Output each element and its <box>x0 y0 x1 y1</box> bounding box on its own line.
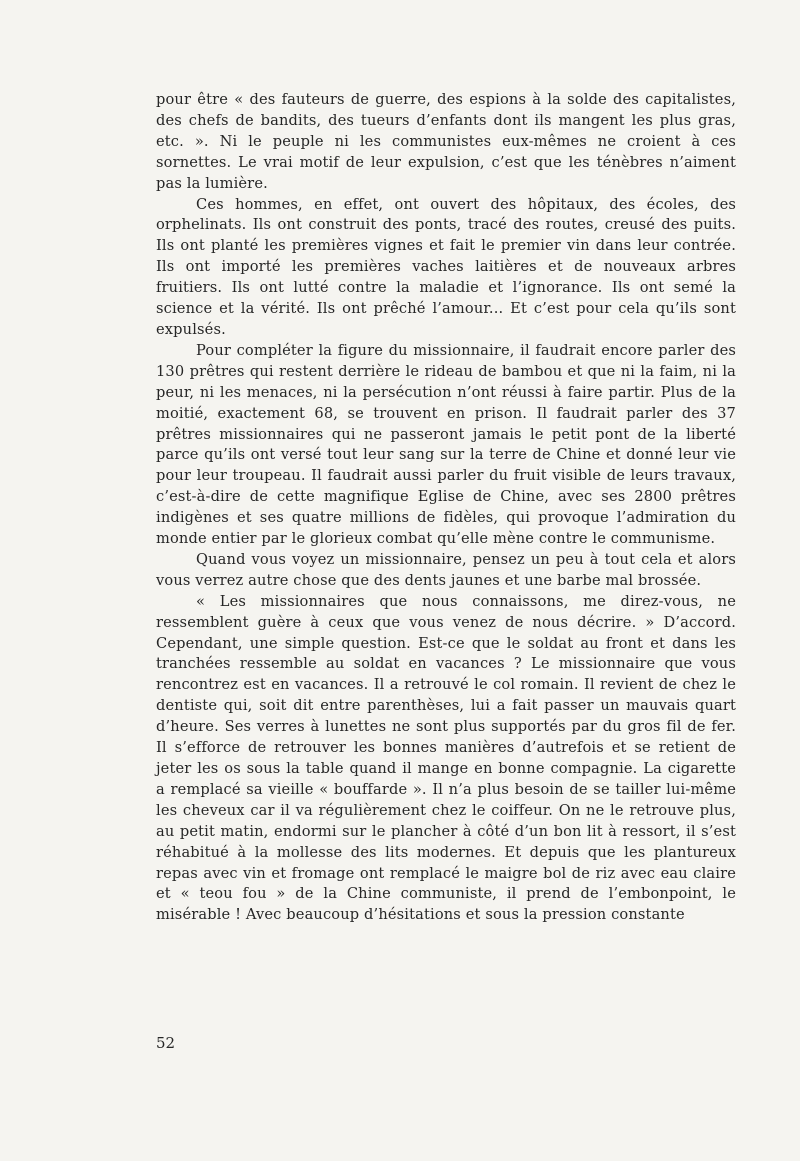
paragraph-1: pour être « des fauteurs de guerre, des espions à la solde des capitalistes, des chefs de bandits, des tueurs d’enfants dont ils mangent les plus gras, etc. ». Ni le peuple ni les communistes eux-mêmes ne croient à ces sornettes. Le vrai motif de leur expulsion, c’est que les ténèbres n’aiment pas la lumière. <box>156 91 736 192</box>
paragraph-4: Quand vous voyez un missionnaire, pensez un peu à tout cela et alors vous verrez autre chose que des dents jaunes et une barbe mal brossée. <box>156 550 736 589</box>
paragraph-3: Pour compléter la figure du missionnaire, il faudrait encore parler des 130 prêtres qui restent derrière le rideau de bambou et que ni la faim, ni la peur, ni les menaces, ni la persécution n’ont réussi à faire partir. Plus de la moitié, exactement 68, se trouvent en prison. Il faudrait parler des 37 prêtres missionnaires qui ne passeront jamais le petit pont de la liberté parce qu’ils ont versé tout leur sang sur la terre de Chine et donné leur vie pour leur troupeau. Il faudrait aussi parler du fruit visible de leurs travaux, c’est-à-dire de cette magnifique Eglise de Chine, avec ses 2800 prêtres indigènes et ses quatre millions de fidèles, qui provoque l’admiration du monde entier par le glorieux combat qu’elle mène contre le communisme. <box>156 341 736 548</box>
page-number: 52 <box>156 1034 176 1052</box>
body-text <box>156 90 736 926</box>
paragraph-5: « Les missionnaires que nous connaissons, me direz-vous, ne ressemblent guère à ceux que vous venez de nous décrire. » D’accord. Cependant, une simple question. Est-ce que le soldat au front et dans les tranchées ressemble au soldat en vacances ? Le missionnaire que vous rencontrez est en vacances. Il a retrouvé le col romain. Il revient de chez le dentiste qui, soit dit entre parenthèses, lui a fait passer un mauvais quart d’heure. Ses verres à lunettes ne sont plus supportés par du gros fil de fer. Il s’efforce de retrouver les bonnes manières d’autrefois et se retient de jeter les os sous la table quand il mange en bonne compagnie. La cigarette a remplacé sa vieille « bouffarde ». Il n’a plus besoin de se tailler lui-même les cheveux car il va régulièrement chez le coiffeur. On ne le retrouve plus, au petit matin, endormi sur le plancher à côté d’un bon lit à ressort, il s’est réhabitué à la mollesse des lits modernes. Et depuis que les plantureux repas avec vin et fromage ont remplacé le maigre bol de riz avec eau claire et « teou fou » de la Chine communiste, il prend de l’embonpoint, le misérable ! Avec beaucoup d’hésitations et sous la pression constante <box>156 592 736 924</box>
paragraph-2: Ces hommes, en effet, ont ouvert des hôpitaux, des écoles, des orphelinats. Ils ont construit des ponts, tracé des routes, creusé des puits. Ils ont planté les premières vignes et fait le premier vin dans leur contrée. Ils ont importé les premières vaches laitières et de nouveaux arbres fruitiers. Ils ont lutté contre la maladie et l’ignorance. Ils ont semé la science et la vérité. Ils ont prêché l’amour... Et c’est pour cela qu’ils sont expulsés. <box>156 195 736 338</box>
